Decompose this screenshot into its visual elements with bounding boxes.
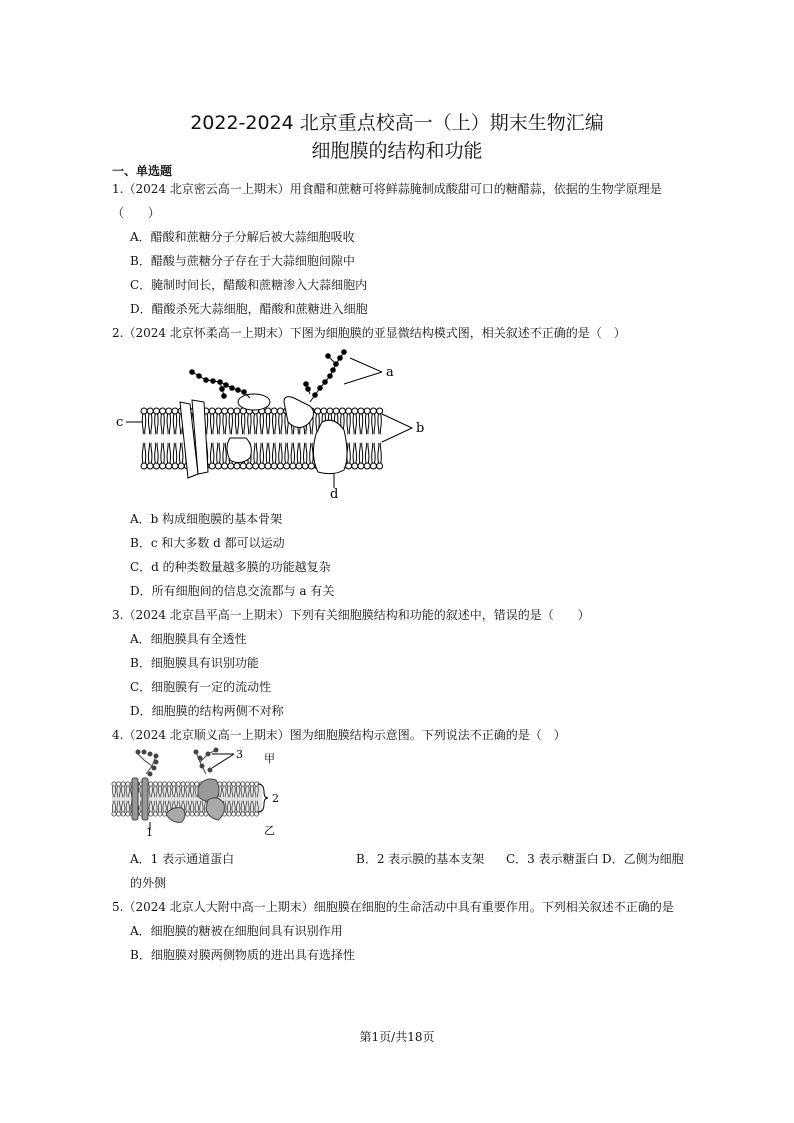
phospholipid-tail [372,443,375,463]
phospholipid-head [232,812,236,816]
page-subtitle: 细胞膜的结构和功能 [311,140,483,162]
phospholipid-tail [254,443,257,463]
phospholipid-tail [142,443,145,463]
question-4-option-wrap: 的外侧 [130,876,167,890]
phospholipid-head [358,463,364,469]
question-4-option-a: A．1 表示通道蛋白 [130,852,235,866]
phospholipid-head [253,463,259,469]
phospholipid-head [271,408,277,414]
phospholipid-tail [378,414,381,434]
phospholipid-head [236,812,240,816]
phospholipid-tail [229,414,232,434]
phospholipid-head [126,812,130,816]
question-4-option-b: B．2 表示膜的基本支架 [356,852,485,866]
phospholipid-head [199,812,203,816]
question-1-stem: 1.（2024 北京密云高一上期末）用食醋和蔗糖可将鲜蒜腌制成酸甜可口的糖醋蒜，依据的生物学原理是 [112,182,662,196]
phospholipid-head [172,408,178,414]
phospholipid-head [126,782,130,786]
question-1-stem-cont: （ ） [112,206,161,220]
phospholipid-tail [242,414,245,434]
phospholipid-tail [254,414,257,434]
phospholipid-head [209,463,215,469]
phospholipid-head [163,782,167,786]
phospholipid-head [246,463,252,469]
phospholipid-head [149,812,153,816]
phospholipid-head [364,463,370,469]
phospholipid-tail [279,443,282,463]
phospholipid-head [227,812,231,816]
phospholipid-head [209,408,215,414]
phospholipid-tail [155,414,158,434]
phospholipid-tail [260,443,263,463]
phospholipid-head [222,463,228,469]
question-5-option-b: B．细胞膜对膜两侧物质的进出具有选择性 [130,948,355,962]
glycan-chain-right [310,350,346,402]
phospholipid-head [141,463,147,469]
phospholipid-head [149,782,153,786]
phospholipid-tail [266,443,269,463]
phospholipid-tail [366,443,369,463]
protein-top-left [238,394,270,410]
phospholipid-head [315,408,321,414]
label-a: a [386,365,394,380]
phospholipid-head [141,408,147,414]
phospholipid-tail [366,414,369,434]
phospholipid-head [222,408,228,414]
phospholipid-head [215,463,221,469]
glycan-2-left [136,750,158,776]
phospholipid-head [245,782,249,786]
question-3-option-b: B．细胞膜具有识别功能 [130,656,259,670]
phospholipid-head [284,463,290,469]
phospholipid-head [153,812,157,816]
phospholipid-head [364,408,370,414]
phospholipid-tail [149,414,152,434]
phospholipid-head [321,408,327,414]
phospholipid-tail [173,414,176,434]
phospholipid-tail [161,443,164,463]
phospholipid-head [153,782,157,786]
phospholipid-head [234,463,240,469]
question-1-option-d: D．醋酸杀死大蒜细胞，醋酸和蔗糖进入细胞 [130,302,368,316]
phospholipid-head [265,463,271,469]
fig2-label-2: 2 [272,792,279,805]
phospholipid-head [255,812,259,816]
phospholipid-tail [260,414,263,434]
phospholipid-head [195,782,199,786]
section-heading: 一、单选题 [112,164,173,178]
phospholipid-tail [304,443,307,463]
question-3-option-d: D．细胞膜的结构两侧不对称 [130,704,284,718]
phospholipid-head [190,812,194,816]
membrane-diagram-2 [112,744,292,839]
phospholipid-head [158,782,162,786]
protein-2-right [206,798,224,820]
phospholipid-head [166,463,172,469]
question-1-option-a: A．醋酸和蔗糖分子分解后被大蒜细胞吸收 [130,230,355,244]
phospholipid-head [346,463,352,469]
phospholipid-head [228,408,234,414]
glycan-chain-mid [304,382,311,394]
phospholipid-tail [297,443,300,463]
page-title: 2022-2024 北京重点校高一（上）期末生物汇编 [190,112,604,134]
phospholipid-head [333,408,339,414]
phospholipid-head [250,812,254,816]
question-2-option-b: B．c 和大多数 d 都可以运动 [130,536,285,550]
fig2-label-1: 1 [146,826,153,839]
fig2-label-jia: 甲 [264,752,275,765]
phospholipid-head [241,782,245,786]
phospholipid-head [327,408,333,414]
phospholipid-head [232,782,236,786]
question-2-option-d: D．所有细胞间的信息交流都与 a 有关 [130,584,335,598]
phospholipid-head [160,463,166,469]
phospholipid-head [290,463,296,469]
phospholipid-tail [353,443,356,463]
phospholipid-head [265,408,271,414]
question-3-option-c: C．细胞膜有一定的流动性 [130,680,272,694]
phospholipid-head [215,408,221,414]
phospholipid-head [190,782,194,786]
phospholipid-head [195,812,199,816]
phospholipid-tail [378,443,381,463]
phospholipid-tail [347,414,350,434]
phospholipid-head [370,408,376,414]
fig2-label-3: 3 [236,748,243,761]
phospholipid-tail [359,414,362,434]
phospholipid-head [302,463,308,469]
fig2-label-yi: 乙 [264,824,275,837]
phospholipid-tail [266,414,269,434]
phospholipid-head [245,812,249,816]
question-2-option-a: A．b 构成细胞膜的基本骨架 [130,512,283,526]
phospholipid-tail [217,443,220,463]
phospholipid-head [121,782,125,786]
phospholipid-head [167,782,171,786]
phospholipid-tail [167,443,170,463]
phospholipid-tail [310,443,313,463]
question-2-option-c: C．d 的种类数量越多膜的功能越复杂 [130,560,331,574]
phospholipid-tail [235,414,238,434]
phospholipid-head [147,463,153,469]
phospholipid-tail [273,443,276,463]
phospholipid-head [176,782,180,786]
phospholipid-head [234,408,240,414]
glycan-2-right [194,748,218,774]
phospholipid-head [236,782,240,786]
question-4-stem: 4.（2024 北京顺义高一上期末）图为细胞膜结构示意图。下列说法不正确的是（ ） [112,728,566,742]
phospholipid-head [153,463,159,469]
phospholipid-head [178,463,184,469]
phospholipid-head [117,782,121,786]
phospholipid-head [158,812,162,816]
question-1-option-b: B．醋酸与蔗糖分子存在于大蒜细胞间隙中 [130,254,355,268]
question-3-option-a: A．细胞膜具有全透性 [130,632,247,646]
glycan-chain-left [190,370,250,399]
question-1-option-c: C．腌制时间长，醋酸和蔗糖渗入大蒜细胞内 [130,278,368,292]
phospholipid-head [352,463,358,469]
membrane-diagram-1 [112,344,442,504]
phospholipid-tail [211,414,214,434]
label-d: d [330,487,339,502]
question-4-option-c: C．3 表示糖蛋白 [506,852,599,866]
phospholipid-tail [372,414,375,434]
phospholipid-head [377,408,383,414]
protein-d [313,420,347,473]
phospholipid-head [241,812,245,816]
phospholipid-head [227,782,231,786]
phospholipid-tail [161,414,164,434]
phospholipid-tail [211,443,214,463]
phospholipid-head [277,463,283,469]
phospholipid-tail [285,443,288,463]
label-c: c [116,415,124,430]
phospholipid-head [112,782,116,786]
phospholipid-head [377,463,383,469]
phospholipid-head [172,463,178,469]
question-3-stem: 3.（2024 北京昌平高一上期末）下列有关细胞膜结构和功能的叙述中，错误的是（ ） [112,608,590,622]
question-5-stem: 5.（2024 北京人大附中高一上期末）细胞膜在细胞的生命活动中具有重要作用。下列相关叙述不正确的是 [112,900,674,914]
phospholipid-head [181,782,185,786]
phospholipid-head [222,782,226,786]
phospholipid-tail [167,414,170,434]
phospholipid-head [121,812,125,816]
phospholipid-tail [155,443,158,463]
phospholipid-head [259,463,265,469]
phospholipid-head [358,408,364,414]
phospholipid-tail [223,414,226,434]
question-4-option-d: D．乙侧为细胞 [602,852,684,866]
phospholipid-head [228,463,234,469]
phospholipid-head [370,463,376,469]
phospholipid-head [160,408,166,414]
phospholipid-tail [142,414,145,434]
phospholipid-tail [279,414,282,434]
phospholipid-head [308,463,314,469]
phospholipid-tail [291,443,294,463]
phospholipid-tail [173,443,176,463]
phospholipid-head [296,463,302,469]
phospholipid-head [172,782,176,786]
phospholipid-tail [180,443,183,463]
phospholipid-head [186,782,190,786]
question-2-stem: 2.（2024 北京怀柔高一上期末）下图为细胞膜的亚显微结构模式图，相关叙述不正确的是（ ） [112,326,626,340]
phospholipid-tail [223,443,226,463]
label-b: b [416,421,425,436]
phospholipid-tail [359,443,362,463]
phospholipid-head [352,408,358,414]
phospholipid-tail [353,414,356,434]
phospholipid-head [346,408,352,414]
phospholipid-head [277,408,283,414]
phospholipid-head [112,812,116,816]
protein-glyco [284,397,314,428]
phospholipid-head [166,408,172,414]
phospholipid-tail [248,414,251,434]
phospholipid-tail [273,414,276,434]
phospholipid-head [240,463,246,469]
phospholipid-head [153,408,159,414]
phospholipid-head [117,812,121,816]
phospholipid-head [147,408,153,414]
protein-inner-left [227,438,251,463]
page-footer: 第1页/共18页 [359,1030,435,1044]
phospholipid-head [339,408,345,414]
phospholipid-head [186,812,190,816]
phospholipid-tail [217,414,220,434]
phospholipid-tail [149,443,152,463]
phospholipid-head [271,463,277,469]
question-5-option-a: A．细胞膜的糖被在细胞间具有识别作用 [130,924,343,938]
phospholipid-head [250,782,254,786]
